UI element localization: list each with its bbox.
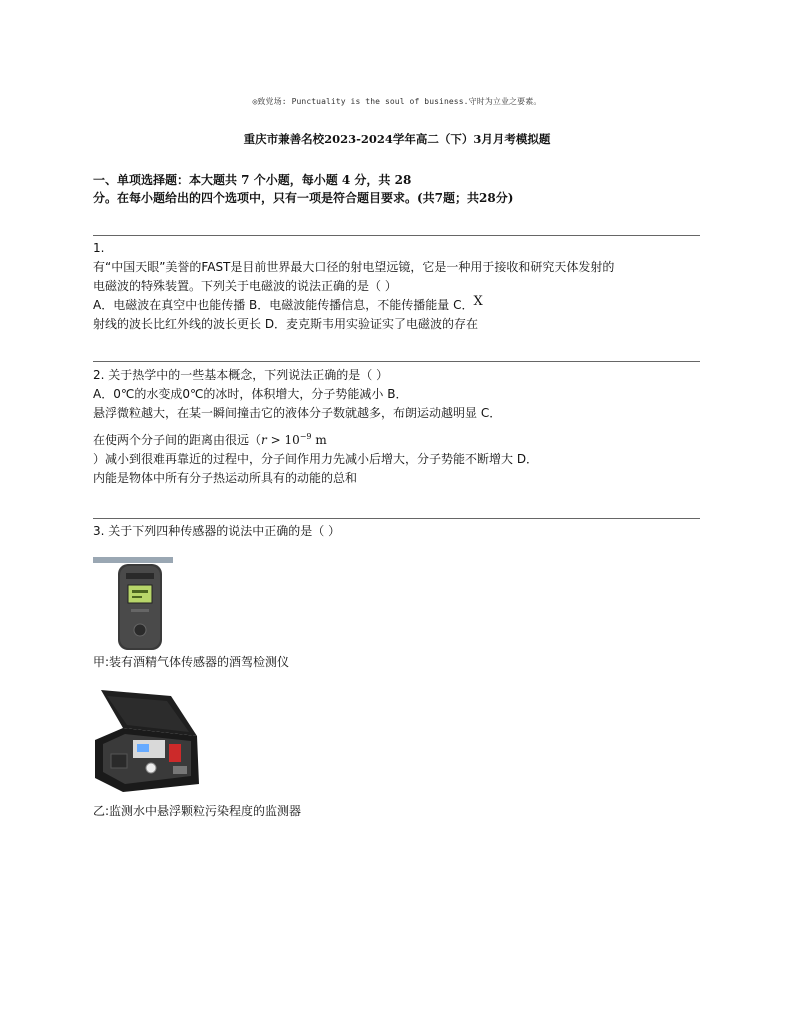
question-2-option-d: 内能是物体中所有分子热运动所具有的动能的总和 (93, 471, 358, 485)
question-1-options-line2: 射线的波长比红外线的波长更长 D．麦克斯韦用实验证实了电磁波的存在 (93, 317, 479, 331)
section-heading-line1: 一、单项选择题：本大题共 7 个小题，每小题 4 分，共 28 (93, 173, 412, 187)
screen-reading-2 (132, 596, 142, 598)
divider (93, 235, 700, 236)
question-2 (93, 366, 703, 488)
question-2-option-c-text: 在使两个分子间的距离由很远（ (93, 433, 262, 447)
question-1-number: 1. (93, 241, 105, 255)
device-screen (128, 585, 152, 603)
distance-formula (261, 433, 327, 447)
formula-exponent: −9 (299, 432, 312, 441)
sample-vial (146, 763, 156, 773)
question-2-option-c-line1 (93, 427, 703, 450)
question-1 (93, 239, 703, 334)
formula-variable: r (261, 433, 267, 447)
x-ray-symbol: X (473, 294, 483, 309)
question-2-option-a: A．0℃的水变成0℃的冰时，体积增大，分子势能减小 B． (93, 387, 408, 401)
question-1-stem-line2: 电磁波的特殊装置。下列关于电磁波的说法正确的是（ ） (93, 279, 397, 293)
question-2-stem: 2. 关于热学中的一些基本概念，下列说法正确的是（ ） (93, 368, 389, 382)
header-note: ◎致党场: Punctuality is the soul of business.守时为立业之要素。 (252, 97, 542, 106)
divider (93, 361, 700, 362)
device-label (126, 573, 154, 579)
breathalyzer-image (93, 557, 173, 651)
accessory-item (173, 766, 187, 774)
question-1-stem-line1: 有“中国天眼”美誉的FAST是目前世界最大口径的射电望远镜，它是一种用于接收和研究天体发射的 (93, 260, 615, 274)
device-button (134, 624, 146, 636)
monitor-display (137, 744, 149, 752)
question-2-option-c-line2: ）减小到很难再靠近的过程中，分子间作用力先减小后增大，分子势能不断增大 D． (93, 452, 539, 466)
image-caption-b: 乙:监测水中悬浮颗粒污染程度的监测器 (93, 804, 302, 818)
water-monitor-case-image (93, 688, 203, 796)
section-heading-line2: 分。在每小题给出的四个选项中，只有一项是符合题目要求。(共7题；共28分) (93, 191, 514, 205)
screen-reading (132, 590, 148, 593)
question-3 (93, 522, 703, 541)
accessory-slot (111, 754, 127, 768)
question-3-stem: 3. 关于下列四种传感器的说法中正确的是（ ） (93, 524, 341, 538)
formula-operator: > 10 (266, 433, 300, 447)
question-2-option-b: 悬浮微粒越大，在某一瞬间撞击它的液体分子数就越多，布朗运动越明显 C． (93, 406, 502, 420)
device-brand (131, 609, 149, 612)
question-1-options-line1 (93, 296, 703, 315)
page-title: 重庆市兼善名校2023-2024学年高二（下）3月月考模拟题 (243, 132, 551, 146)
question-1-options-text: A．电磁波在真空中也能传播 B．电磁波能传播信息，不能传播能量 C． (93, 298, 474, 312)
image-top-strip (93, 557, 173, 563)
formula-unit: m (311, 433, 327, 447)
divider (93, 518, 700, 519)
reagent-box (169, 744, 181, 762)
image-caption-a: 甲:装有酒精气体传感器的酒驾检测仪 (93, 655, 290, 669)
section-heading (93, 171, 703, 207)
